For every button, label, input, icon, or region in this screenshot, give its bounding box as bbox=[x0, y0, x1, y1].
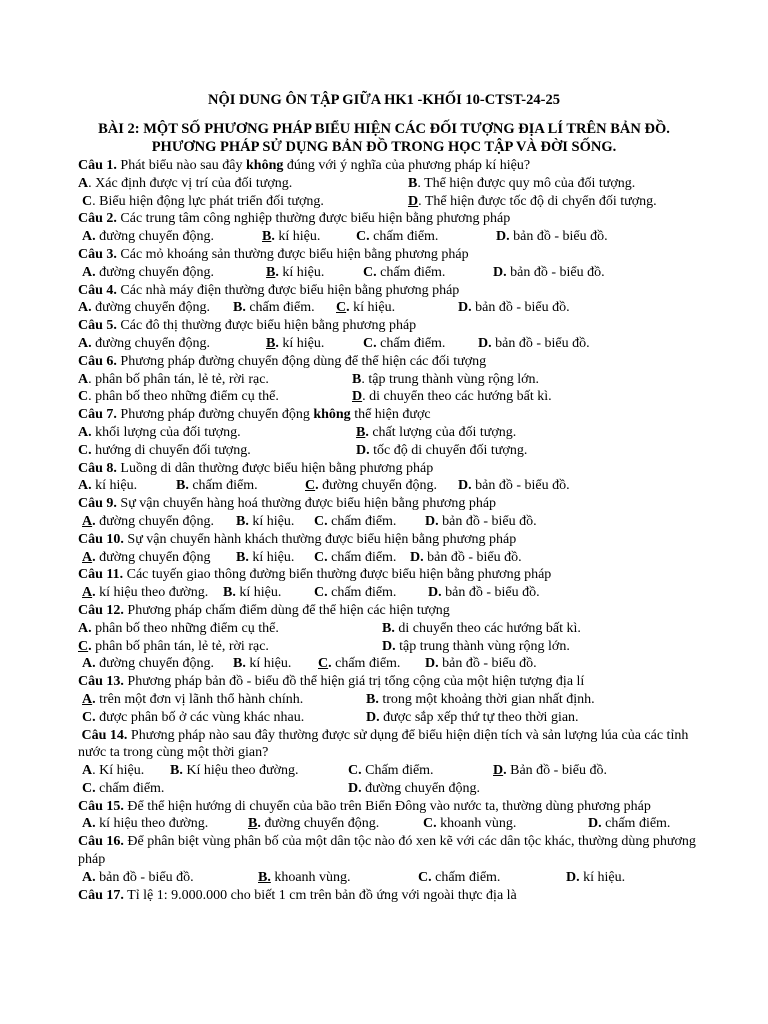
option-b: B. kí hiệu. bbox=[266, 264, 325, 280]
option-b: B. đường chuyển động. bbox=[248, 816, 380, 832]
option-a: A. đường chuyển động. bbox=[78, 335, 211, 351]
option-c: C. chấm điểm. bbox=[314, 549, 397, 565]
option-a: A. phân bố phân tán, lẻ tẻ, rời rạc. bbox=[78, 371, 269, 387]
question-1-options-ab bbox=[78, 175, 698, 193]
option-b: B. kí hiệu. bbox=[236, 549, 295, 565]
question-8-options bbox=[78, 477, 698, 495]
question-13: Câu 13. Phương pháp bản đồ - biểu đồ thể hiện giá trị tổng cộng của một hiện tượng địa lí bbox=[78, 674, 585, 690]
question-3-options bbox=[78, 264, 698, 282]
question-3: Câu 3. Các mỏ khoáng sản thường được biểu hiện bằng phương pháp bbox=[78, 246, 469, 262]
question-12: Câu 12. Phương pháp chấm điểm dùng để thể hiện các hiện tượng bbox=[78, 602, 450, 618]
option-d: D. tập trung thành vùng rộng lớn. bbox=[382, 638, 570, 654]
option-c: C. chấm điểm. bbox=[314, 513, 397, 529]
question-7-options-ab bbox=[78, 424, 698, 442]
option-d: D. Thể hiện được tốc độ di chyển đối tượng. bbox=[408, 193, 657, 209]
option-c: C. Biểu hiện động lực phát triển đối tượng. bbox=[82, 193, 324, 209]
option-a: A. đường chuyển động. bbox=[82, 513, 215, 529]
question-10-options bbox=[78, 549, 698, 567]
option-d-alt: D. bản đồ - biểu đồ. bbox=[425, 656, 537, 672]
option-a: A. khối lượng của đối tượng. bbox=[78, 424, 241, 440]
question-1-options-cd bbox=[78, 193, 698, 211]
question-15-options bbox=[78, 815, 698, 833]
option-d: D. bản đồ - biểu đồ. bbox=[458, 300, 570, 316]
question-14-options-extra bbox=[78, 780, 698, 798]
option-b: B. kí hiệu. bbox=[236, 513, 295, 529]
option-c: C. phân bố theo những điểm cụ thể. bbox=[78, 389, 279, 405]
option-d: D. bản đồ - biểu đồ. bbox=[493, 264, 605, 280]
question-6-options-cd bbox=[78, 388, 698, 406]
option-d: D. tốc độ di chuyển đối tượng. bbox=[356, 442, 528, 458]
question-16: Câu 16. Để phân biệt vùng phân bố của một dân tộc nào đó xen kẽ với các dân tộc khác, thường dùng phương pháp bbox=[78, 834, 696, 868]
option-d: D. chấm điểm. bbox=[588, 816, 671, 832]
option-c: C. được phân bố ở các vùng khác nhau. bbox=[82, 709, 305, 725]
document-title: NỘI DUNG ÔN TẬP GIỮA HK1 -KHỐI 10-CTST-24-25 bbox=[208, 92, 560, 108]
option-b: B. chấm điểm. bbox=[233, 300, 315, 316]
option-c: C. chấm điểm. bbox=[356, 229, 439, 245]
option-d: D. bản đồ - biểu đồ. bbox=[428, 585, 540, 601]
option-d: D. bản đồ - biểu đồ. bbox=[496, 229, 608, 245]
question-9: Câu 9. Sự vận chuyển hàng hoá thường được biểu hiện bằng phương pháp bbox=[78, 496, 497, 512]
lesson-title-line-2: PHƯƠNG PHÁP SỬ DỤNG BẢN ĐỒ TRONG HỌC TẬP VÀ ĐỜI SỐNG. bbox=[151, 139, 617, 155]
option-a: A. kí hiệu. bbox=[78, 478, 138, 494]
option-a: A. Kí hiệu. bbox=[82, 763, 145, 779]
lesson-title-line-1: BÀI 2: MỘT SỐ PHƯƠNG PHÁP BIỂU HIỆN CÁC ĐỐI TƯỢNG ĐỊA LÍ TRÊN BẢN ĐỒ. bbox=[98, 121, 670, 137]
option-d: D. Bản đồ - biểu đồ. bbox=[493, 763, 607, 779]
option-c: C. chấm điểm. bbox=[314, 585, 397, 601]
question-7-options-cd bbox=[78, 442, 698, 460]
option-a: A. đường chuyển động. bbox=[82, 229, 215, 245]
option-d: D. bản đồ - biểu đồ. bbox=[478, 335, 590, 351]
option-b: B. trong một khoảng thời gian nhất định. bbox=[366, 691, 595, 707]
question-16-options bbox=[78, 869, 698, 887]
question-14-options bbox=[78, 762, 698, 780]
question-17: Câu 17. Tỉ lệ 1: 9.000.000 cho biết 1 cm trên bản đồ ứng với ngoài thực địa là bbox=[78, 887, 517, 903]
question-2-options bbox=[78, 228, 698, 246]
option-d: D. bản đồ - biểu đồ. bbox=[425, 513, 537, 529]
question-7: Câu 7. Phương pháp đường chuyển động không thể hiện được bbox=[78, 407, 431, 423]
question-13-options-ab bbox=[78, 691, 698, 709]
option-a: A. trên một đơn vị lãnh thổ hành chính. bbox=[82, 691, 304, 707]
option-c: C. Chấm điểm. bbox=[348, 763, 434, 779]
question-12-options-ab bbox=[78, 620, 698, 638]
question-4: Câu 4. Các nhà máy điện thường được biểu hiện bằng phương pháp bbox=[78, 282, 460, 298]
option-b: B. Kí hiệu theo đường. bbox=[170, 763, 299, 779]
option-d: D. được sắp xếp thứ tự theo thời gian. bbox=[366, 709, 579, 725]
option-a: A. đường chuyển động bbox=[82, 549, 211, 565]
option-c: C. khoanh vùng. bbox=[423, 816, 517, 832]
option-a: A. kí hiệu theo đường. bbox=[82, 585, 209, 601]
option-b: B. khoanh vùng. bbox=[258, 869, 351, 885]
option-c-alt: C. chấm điểm. bbox=[318, 656, 401, 672]
option-b: B. chất lượng của đối tượng. bbox=[356, 424, 517, 440]
question-list bbox=[78, 157, 698, 904]
option-c: C. phân bố phân tán, lẻ tẻ, rời rạc. bbox=[78, 638, 269, 654]
question-6: Câu 6. Phương pháp đường chuyển động dùng để thể hiện các đối tượng bbox=[78, 353, 487, 369]
question-12-options-extra bbox=[78, 655, 698, 673]
option-c: C. chấm điểm. bbox=[363, 335, 446, 351]
option-c-alt: C. chấm điểm. bbox=[82, 780, 165, 796]
option-b: B. kí hiệu. bbox=[223, 585, 282, 601]
question-2: Câu 2. Các trung tâm công nghiệp thường được biểu hiện bằng phương pháp bbox=[78, 211, 511, 227]
option-b: B. Thể hiện được quy mô của đối tượng. bbox=[408, 175, 636, 191]
option-a: A. bản đồ - biểu đồ. bbox=[82, 869, 194, 885]
question-10: Câu 10. Sự vận chuyển hành khách thường được biểu hiện bằng phương pháp bbox=[78, 531, 517, 547]
option-c: C. hướng di chuyển đối tượng. bbox=[78, 442, 251, 458]
option-d: D. kí hiệu. bbox=[566, 869, 626, 885]
option-a-alt: A. đường chuyển động. bbox=[82, 656, 215, 672]
question-5-options bbox=[78, 335, 698, 353]
option-d: D. bản đồ - biểu đồ. bbox=[410, 549, 522, 565]
question-8: Câu 8. Luồng di dân thường được biểu hiện bằng phương pháp bbox=[78, 460, 434, 476]
question-4-options bbox=[78, 299, 698, 317]
option-a: A. phân bố theo những điểm cụ thể. bbox=[78, 620, 279, 636]
question-9-options bbox=[78, 513, 698, 531]
question-12-options-cd bbox=[78, 638, 698, 656]
option-c: C. kí hiệu. bbox=[336, 300, 396, 316]
option-b: B. kí hiệu. bbox=[262, 229, 321, 245]
option-d: D. di chuyển theo các hướng bất kì. bbox=[352, 389, 552, 405]
option-a: A. đường chuyển động. bbox=[78, 300, 211, 316]
option-a: A. Xác định được vị trí của đối tượng. bbox=[78, 175, 293, 191]
option-b: B. chấm điểm. bbox=[176, 478, 258, 494]
question-11-options bbox=[78, 584, 698, 602]
question-1: Câu 1. Phát biểu nào sau đây không đúng với ý nghĩa của phương pháp kí hiệu? bbox=[78, 158, 531, 173]
option-b: B. kí hiệu. bbox=[266, 335, 325, 351]
question-15: Câu 15. Để thể hiện hướng di chuyển của bão trên Biển Đông vào nước ta, thường dùng phương pháp bbox=[78, 798, 651, 814]
option-c: C. chấm điểm. bbox=[418, 869, 501, 885]
question-14: Câu 14. Phương pháp nào sau đây thường được sử dụng để biểu hiện diện tích và sản lượng lúa của các tỉnh nước ta trong cùng một thời gian? bbox=[78, 727, 689, 761]
option-a: A. kí hiệu theo đường. bbox=[82, 816, 209, 832]
question-6-options-ab bbox=[78, 371, 698, 389]
option-c: C. chấm điểm. bbox=[363, 264, 446, 280]
option-b-alt: B. kí hiệu. bbox=[233, 656, 292, 672]
option-a: A. đường chuyển động. bbox=[82, 264, 215, 280]
question-13-options-cd bbox=[78, 709, 698, 727]
question-5: Câu 5. Các đô thị thường được biểu hiện bằng phương pháp bbox=[78, 318, 417, 334]
option-b: B. di chuyển theo các hướng bất kì. bbox=[382, 620, 581, 636]
question-11: Câu 11. Các tuyến giao thông đường biển thường được biểu hiện bằng phương pháp bbox=[78, 567, 552, 583]
option-d-alt: D. đường chuyển động. bbox=[348, 780, 481, 796]
option-d: D. bản đồ - biểu đồ. bbox=[458, 478, 570, 494]
option-b: B. tập trung thành vùng rộng lớn. bbox=[352, 371, 540, 387]
option-c: C. đường chuyển động. bbox=[305, 478, 438, 494]
